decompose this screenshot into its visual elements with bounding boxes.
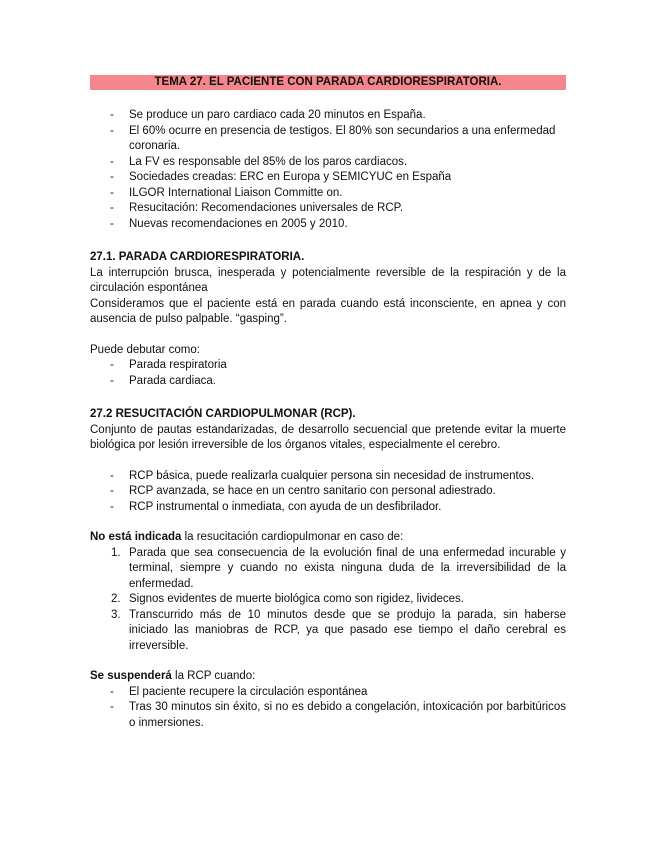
- dash-bullet: -: [110, 469, 114, 482]
- section-heading-rcp: 27.2 RESUCITACIÓN CARDIOPULMONAR (RCP).: [90, 408, 356, 420]
- list-item-text: Resucitación: Recomendaciones universales de RCP.: [129, 202, 404, 214]
- suspend-bold: Se suspenderá: [90, 670, 172, 682]
- list-item: [90, 469, 566, 485]
- suspend-intro: [90, 669, 566, 685]
- list-item-text: El 60% ocurre en presencia de testigos. El 80% son secundarios a una enfermedad coronaria.: [129, 124, 556, 152]
- list-item: [90, 685, 566, 701]
- numbered-item-text: Parada que sea consecuencia de la evolución final de una enfermedad incurable y terminal, siempre y cuando no exista ninguna duda de la irreversibilidad de la enfermedad.: [129, 546, 566, 590]
- dash-bullet: -: [110, 186, 114, 199]
- list-item-text: El paciente recupere la circulación espontánea: [129, 685, 368, 698]
- numbered-item: [90, 592, 566, 608]
- numbered-item: [90, 546, 566, 593]
- list-item: [90, 108, 566, 124]
- dash-bullet: -: [110, 155, 114, 168]
- list-item-text: Parada respiratoria: [129, 359, 227, 371]
- dash-bullet: -: [110, 701, 114, 713]
- dash-bullet: -: [110, 202, 114, 214]
- list-item-text: La FV es responsable del 85% de los paros cardiacos.: [129, 155, 408, 168]
- list-item-text: RCP instrumental o inmediata, con ayuda de un desfibrilador.: [129, 500, 442, 513]
- rcp-definition-paragraph: Conjunto de pautas estandarizadas, de desarrollo secuencial que pretende evitar la muerte biológica por lesión irreversible de los órganos vitales, especialmente el cerebro.: [90, 423, 566, 451]
- page-title: TEMA 27. EL PACIENTE CON PARADA CARDIORESPIRATORIA.: [90, 75, 566, 90]
- dash-bullet: -: [110, 217, 114, 230]
- list-item: [90, 217, 566, 233]
- debut-list: [90, 358, 566, 389]
- list-item: [90, 170, 566, 186]
- not-indicated-intro: [90, 530, 566, 546]
- debut-intro: Puede debutar como:: [90, 343, 200, 356]
- criteria-paragraph: Consideramos que el paciente está en parada cuando está inconsciente, en apnea y con ausencia de pulso palpable. “gasping”.: [90, 297, 566, 325]
- list-item-text: RCP básica, puede realizarla cualquier persona sin necesidad de instrumentos.: [129, 469, 535, 482]
- dash-bullet: -: [110, 359, 114, 371]
- list-item: [90, 374, 566, 390]
- list-item: [90, 201, 566, 217]
- list-item: [90, 124, 566, 155]
- dash-bullet: -: [110, 171, 114, 183]
- list-item: [90, 358, 566, 374]
- list-item: [90, 155, 566, 171]
- list-item: [90, 484, 566, 500]
- dash-bullet: -: [110, 485, 114, 497]
- dash-bullet: -: [110, 500, 114, 513]
- not-indicated-rest: la resucitación cardiopulmonar en caso de:: [181, 531, 404, 543]
- section-heading-parada: 27.1. PARADA CARDIORESPIRATORIA.: [90, 251, 305, 263]
- suspend-list: [90, 685, 566, 732]
- list-item-text: Se produce un paro cardiaco cada 20 minutos en España.: [129, 109, 426, 121]
- dash-bullet: -: [110, 685, 114, 698]
- list-item-text: Sociedades creadas: ERC en Europa y SEMICYUC en España: [129, 171, 452, 183]
- dash-bullet: -: [110, 109, 114, 121]
- definition-paragraph: La interrupción brusca, inesperada y potencialmente reversible de la respiración y de la circulación espontánea: [90, 266, 566, 294]
- numbered-item-text: Transcurrido más de 10 minutos desde que se produjo la parada, sin haberse iniciado las maniobras de RCP, ya que pasado ese tiempo el daño cerebral es irreversible.: [129, 608, 566, 652]
- list-item-text: ILGOR International Liaison Committe on.: [129, 186, 343, 199]
- list-item-text: Tras 30 minutos sin éxito, si no es debido a congelación, intoxicación por barbitúricos o inmersiones.: [129, 701, 566, 729]
- numbered-item: [90, 608, 566, 655]
- item-number: 2.: [111, 593, 121, 605]
- dash-bullet: -: [110, 374, 114, 387]
- list-item-text: Nuevas recomendaciones en 2005 y 2010.: [129, 217, 348, 230]
- numbered-item-text: Signos evidentes de muerte biológica como son rigidez, livideces.: [129, 593, 464, 605]
- list-item: [90, 186, 566, 202]
- not-indicated-bold: No está indicada: [90, 531, 182, 543]
- intro-list: [90, 108, 566, 232]
- item-number: 1.: [111, 546, 121, 559]
- rcp-types-list: [90, 469, 566, 516]
- item-number: 3.: [111, 608, 121, 621]
- list-item: [90, 700, 566, 731]
- not-indicated-list: [90, 546, 566, 655]
- list-item: [90, 500, 566, 516]
- list-item-text: RCP avanzada, se hace en un centro sanitario con personal adiestrado.: [129, 485, 496, 497]
- document-page: [90, 75, 566, 731]
- dash-bullet: -: [110, 124, 114, 137]
- list-item-text: Parada cardiaca.: [129, 374, 216, 387]
- suspend-rest: la RCP cuando:: [171, 670, 256, 682]
